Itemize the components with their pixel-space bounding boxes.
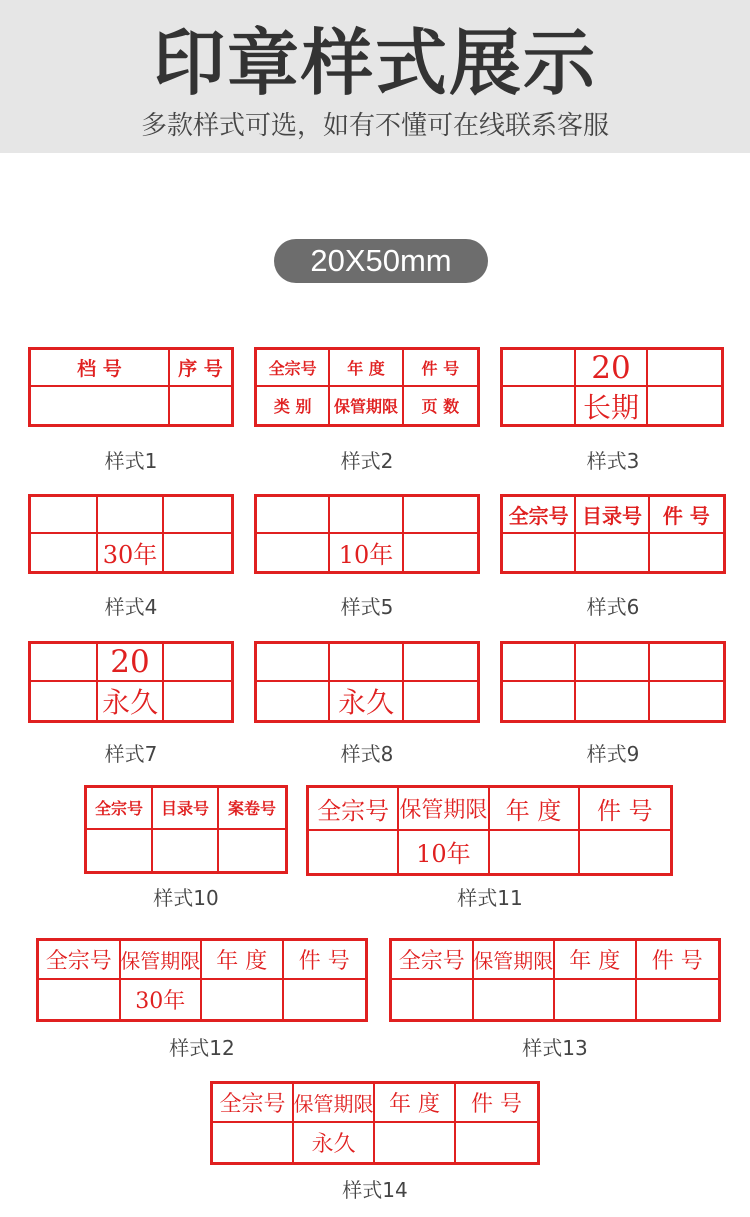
stamp-cell (648, 350, 721, 387)
stamp-cell (98, 497, 165, 534)
stamp-style-label: 样式13 (522, 1036, 588, 1060)
stamp-cell: 保管期限 (474, 941, 556, 980)
stamp-style-12 (36, 938, 368, 1022)
stamp-cell (164, 682, 231, 720)
stamp-cell: 件 号 (580, 788, 670, 831)
stamp-cell (392, 980, 474, 1019)
stamp-cell (503, 644, 576, 682)
stamp-cell: 保管期限 (330, 387, 403, 424)
page-title: 印章样式展示 (152, 21, 597, 105)
stamp-cell (31, 534, 98, 571)
stamp-cell: 件 号 (650, 497, 723, 534)
stamp-cell (555, 980, 637, 1019)
stamp-cell (164, 497, 231, 534)
stamp-cell: 年 度 (202, 941, 284, 980)
stamp-style-3 (500, 347, 724, 427)
stamp-cell (257, 497, 330, 534)
stamp-cell: 20 (576, 350, 649, 387)
stamp-cell: 30年 (98, 534, 165, 571)
stamp-cell (164, 534, 231, 571)
stamp-style-label: 样式12 (169, 1036, 235, 1060)
stamp-cell: 永久 (98, 682, 165, 720)
stamp-cell (31, 682, 98, 720)
stamp-cell: 件 号 (637, 941, 719, 980)
stamp-style-label: 样式14 (342, 1178, 408, 1202)
stamp-cell (213, 1123, 294, 1162)
stamp-style-5 (254, 494, 480, 574)
stamp-cell: 全宗号 (257, 350, 330, 387)
stamp-cell (490, 831, 580, 874)
stamp-cell: 页 数 (421, 397, 460, 416)
stamp-cell: 全宗号 (87, 788, 153, 830)
stamp-cell (170, 387, 231, 424)
stamp-cell (153, 830, 219, 872)
stamp-style-label: 样式2 (340, 449, 394, 473)
stamp-cell (503, 534, 576, 571)
stamp-cell (202, 980, 284, 1019)
stamp-cell: 年 度 (375, 1084, 456, 1123)
stamp-cell (576, 682, 649, 720)
stamp-style-7 (28, 641, 234, 723)
stamp-cell (31, 497, 98, 534)
stamp-cell (257, 534, 330, 571)
page-subtitle: 多款样式可选，如有不懂可在线联系客服 (140, 111, 609, 141)
stamp-cell (219, 830, 285, 872)
stamp-cell (503, 350, 576, 387)
stamp-cell (31, 387, 170, 424)
stamp-style-label: 样式9 (586, 742, 640, 766)
stamp-cell (257, 644, 330, 682)
stamp-cell (650, 682, 723, 720)
stamp-style-14 (210, 1081, 540, 1165)
stamp-cell: 保管期限 (294, 1084, 375, 1123)
stamp-cell: 10年 (330, 534, 403, 571)
stamp-style-8 (254, 641, 480, 723)
stamp-cell (375, 1123, 456, 1162)
stamp-cell: 10年 (399, 831, 489, 874)
stamp-style-label: 样式11 (457, 886, 523, 910)
stamp-cell (330, 644, 403, 682)
stamp-style-label: 样式8 (340, 742, 394, 766)
stamp-cell: 件 号 (404, 350, 477, 387)
stamp-style-9 (500, 641, 726, 723)
stamp-cell (404, 682, 477, 720)
stamp-cell: 件 号 (456, 1084, 537, 1123)
stamp-cell: 20 (98, 644, 165, 682)
stamp-cell (576, 534, 649, 571)
stamp-cell: 序 号 (170, 350, 231, 387)
stamp-cell: 类 别 (257, 387, 330, 424)
stamp-cell (31, 644, 98, 682)
stamp-cell: 全宗号 (213, 1084, 294, 1123)
stamp-style-label: 样式6 (586, 595, 640, 619)
stamp-cell: 件 号 (284, 941, 366, 980)
stamp-cell (39, 980, 121, 1019)
stamp-style-label: 样式7 (104, 742, 158, 766)
stamp-cell: 全宗号 (39, 941, 121, 980)
stamp-style-13 (389, 938, 721, 1022)
header-banner (0, 0, 750, 153)
stamp-style-2 (254, 347, 480, 427)
stamp-cell: 全宗号 (503, 497, 576, 534)
stamp-style-label: 样式10 (153, 886, 219, 910)
stamp-cell (648, 387, 721, 424)
stamp-cell (330, 497, 403, 534)
stamp-cell: 档 号 (31, 350, 170, 387)
stamp-cell (580, 831, 670, 874)
stamp-cell: 30年 (121, 980, 203, 1019)
stamp-cell (164, 644, 231, 682)
stamp-cell: 保管期限 (399, 788, 489, 831)
stamp-cell (404, 497, 477, 534)
stamp-cell: 全宗号 (309, 788, 399, 831)
stamp-cell: 案卷号 (219, 788, 285, 830)
stamp-style-6 (500, 494, 726, 574)
size-badge: 20X50mm (274, 239, 488, 283)
stamp-cell (404, 534, 477, 571)
stamp-style-label: 样式1 (104, 449, 158, 473)
stamp-cell (257, 682, 330, 720)
stamp-style-1 (28, 347, 234, 427)
stamp-style-4 (28, 494, 234, 574)
stamp-style-label: 样式5 (340, 595, 394, 619)
stamp-cell (284, 980, 366, 1019)
stamp-cell (503, 682, 576, 720)
stamp-cell: 全宗号 (392, 941, 474, 980)
stamp-cell: 年 度 (555, 941, 637, 980)
stamp-cell (404, 644, 477, 682)
stamp-cell (637, 980, 719, 1019)
stamp-cell (650, 534, 723, 571)
stamp-cell (576, 644, 649, 682)
stamp-style-11 (306, 785, 673, 876)
stamp-cell: 永久 (330, 682, 403, 720)
stamp-style-10 (84, 785, 288, 874)
stamp-cell: 年 度 (490, 788, 580, 831)
stamp-cell: 长期 (576, 387, 649, 424)
stamp-style-label: 样式4 (104, 595, 158, 619)
stamp-style-label: 样式3 (586, 449, 640, 473)
stamp-cell: 年 度 (330, 350, 403, 387)
stamp-cell (309, 831, 399, 874)
stamp-cell (87, 830, 153, 872)
stamp-cell: 目录号 (153, 788, 219, 830)
stamp-cell (650, 644, 723, 682)
stamp-cell: 保管期限 (121, 941, 203, 980)
stamp-cell: 目录号 (576, 497, 649, 534)
stamp-cell (503, 387, 576, 424)
stamp-cell (456, 1123, 537, 1162)
stamp-cell (474, 980, 556, 1019)
stamp-cell: 永久 (294, 1123, 375, 1162)
